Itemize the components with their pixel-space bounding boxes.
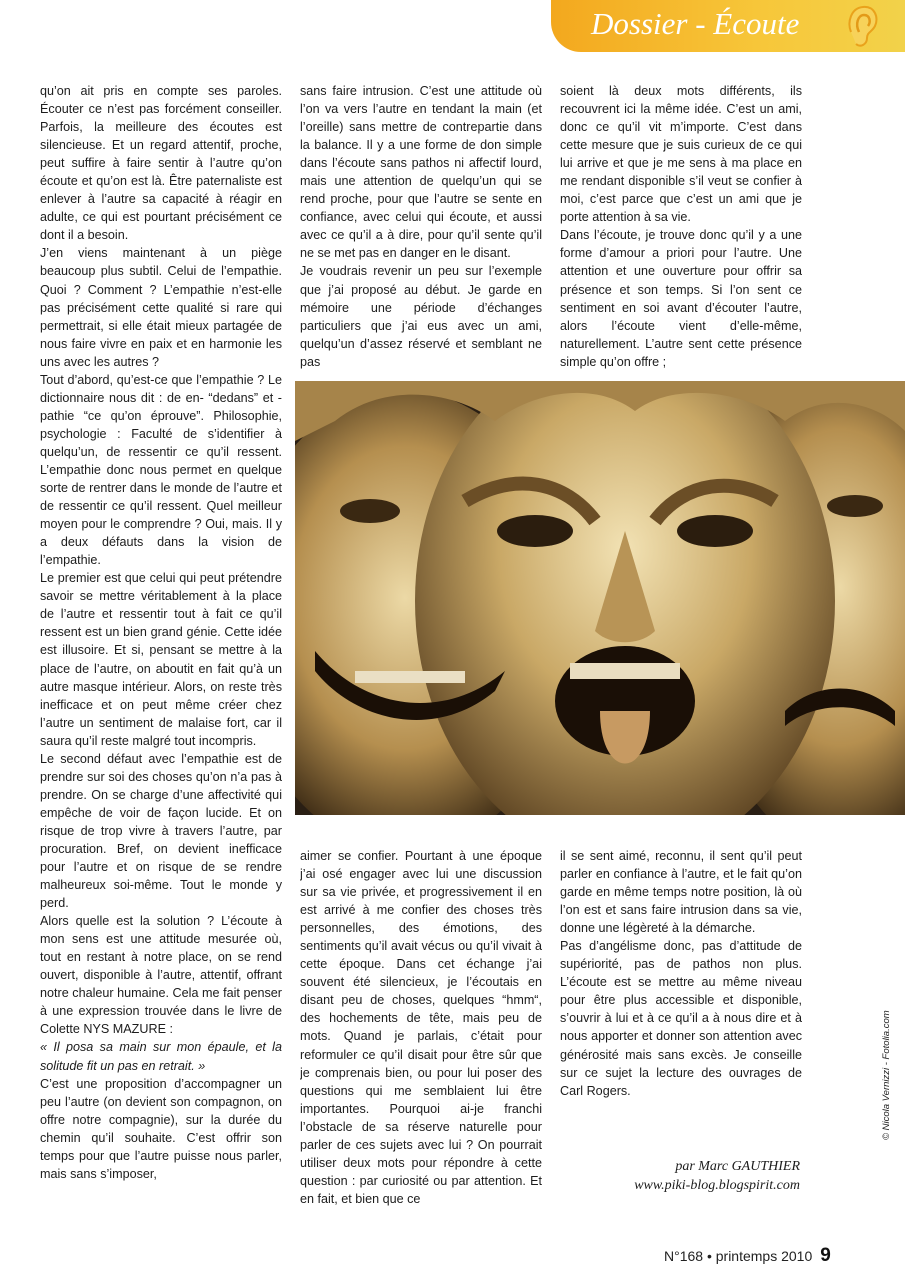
paragraph: C’est une proposition d’accompagner un peu l’autre (on devient son compagnon, on offre notre compagnie), sur la durée du chemin qu’il souhaite. C’est offrir son temps pour que l’autre puisse nous parler, mais sans s’imposer, <box>40 1076 282 1181</box>
section-title: Dossier - Écoute <box>591 6 800 41</box>
page-number: 9 <box>820 1245 831 1266</box>
right-column-bottom <box>560 847 802 1127</box>
golden-masks-image <box>295 381 905 815</box>
photo-credit: © Nicola Vernizzi - Fotolia.com <box>881 1010 892 1140</box>
author-signature <box>560 1157 800 1195</box>
paragraph: Dans l’écoute, je trouve donc qu’il y a une forme d’amour a priori pour l’autre. Une attention et une ouverture pour offrir sa présence et son temps. Si l’on sent ce sentiment en soi avant d’écouter l’autre, alors l’écoute vient d’elle-même, naturellement. L’autre sent cette présence simple qu’on offre ; <box>560 228 802 369</box>
paragraph: Tout d’abord, qu’est-ce que l’empathie ? Le dictionnaire nous dit : de en- “dedans” et -pathie “ce qu’on éprouve”. Philosophie, psychologie : Faculté de s’identifier à quelqu’un, de ressentir ce qu’il ressent. L’empathie donc nous permet en quelque sorte de rentrer dans le monde de l’autre et de ressentir ce qu’il ressent. Quel meilleur moyen pour le comprendre ? Oui, mais. Il y a deux défauts dans la vision de l’empathie. <box>40 372 282 568</box>
paragraph: J’en viens maintenant à un piège beaucoup plus subtil. Celui de l’empathie. Quoi ? Comment ? L’empathie n’est-elle pas précisément cette qualité si rare qui permettrait, si elle était mieux partagée de nous faire vivre en paix et en harmonie les uns avec les autres ? <box>40 246 282 369</box>
page-footer <box>664 1245 844 1269</box>
paragraph: sans faire intrusion. C’est une attitude où l’on va vers l’autre en tendant la main (et l’oreille) sans mettre de contrepartie dans la balance. Il y a une forme de don simple dans l’écoute sans pathos ni affectif lourd, mais une attention de quelqu’un qui se rend proche, pour que l’autre se sente en confiance, avec celui qui écoute, et aussi avec ce qu’il a à dire, pour qu’il sente qu’il ne se met pas en danger en le disant. <box>300 84 542 261</box>
ear-icon <box>837 2 885 50</box>
paragraph: Pas d’angélisme donc, pas d’attitude de supériorité, pas de pathos non plus. L’écoute est se mettre au même niveau pour être plus accessible et disponible, s’ouvrir à lui et à ce qu’il a à nous dire et à nous apporter et donner son attention avec générosité mais sans excès. Je conseille sur ce sujet la lecture des ouvrages de Carl Rogers. <box>560 939 802 1098</box>
paragraph: soient là deux mots différents, ils recouvrent ici la même idée. C’est un ami, donc ce qu’il vit m’importe. C’est dans cette mesure que je suis curieux de ce qui lui arrive et que je me sens à ma place en me rendant disponible s’il veut se confier à moi, c’est parce que c’est un ami que je porte attention à sa vie. <box>560 84 802 225</box>
paragraph: Alors quelle est la solution ? L’écoute à mon sens est une attitude mesurée où, tout en restant à notre place, on se rend ouvert, disponible à l’autre, attentif, offrant notre chaleur humaine. Cela me fait penser à une expression trouvée dans le livre de Colette NYS MAZURE : <box>40 914 282 1037</box>
paragraph: Le second défaut avec l’empathie est de prendre sur soi des choses qu’on n’a pas à prendre. On se charge d’une affectivité qui empêche de voir de façon lucide. Et on risque de trop vivre à travers l’autre, par procuration. Bref, on devient inefficace pour l’autre et on risque de se rendre malheureux soi-même. Tout le monde y perd. <box>40 751 282 911</box>
section-header-tab <box>551 0 905 52</box>
paragraph: Je voudrais revenir un peu sur l’exemple que j’ai proposé au début. Je garde en mémoire une période d’échanges particuliers que j’ai eus avec un ami, quelqu’un d’assez réservé et semblant ne pas <box>300 264 542 369</box>
paragraph: Le premier est que celui qui peut prétendre savoir se mettre véritablement à la place de l’autre et ressentir tout à fait ce qu’il ressent est un bien grand génie. Cette idée est illusoire. Et si, pensant se mettre à la place de l’autre, on aboutit en fait qu’à un autre masque intérieur. Alors, on reste très inefficace et on peut même créer chez l’autre un sentiment de malaise fort, car il saura qu’il reste malgré tout incompris. <box>40 571 282 748</box>
author-name: par Marc GAUTHIER <box>675 1159 800 1174</box>
middle-column-top <box>300 82 542 372</box>
right-column-top <box>560 82 802 372</box>
left-column <box>40 82 282 1212</box>
author-website: www.piki-blog.blogspirit.com <box>634 1178 800 1193</box>
paragraph: il se sent aimé, reconnu, il sent qu’il peut parler en confiance à l’autre, et le fait qu’on garde en même temps notre position, là où l’on est et sans faire intrusion dans sa vie, donne une légèreté à la démarche. <box>560 849 802 936</box>
paragraph: qu’on ait pris en compte ses paroles. Écouter ce n’est pas forcément conseiller. Parfois, la meilleure des écoutes est silencieuse. Et un regard attentif, proche, peut suffire à faire sentir à l’autre qu’on écoute et qu’on est là. Être paternaliste est enlever à l’autre sa capacité à réagir en adulte, ce qui est pourtant précisément ce dont il a besoin. <box>40 84 282 243</box>
middle-column-bottom <box>300 847 542 1217</box>
paragraph: aimer se confier. Pourtant à une époque j’ai osé engager avec lui une discussion sur sa vie privée, et progressivement il en est arrivé à me confier des choses très personnelles, des émotions, des sentiments qu’il avait vécus ou qu’il vivait à cette époque. Dans cet échange j’ai souvent été silencieux, je l’écoutais en disant peu de choses, quelques “hmm“, des hochements de tête, mais peu de mots. Quand je parlais, c’était pour reformuler ce qu’il disait pour être sûr que je comprenais bien, ou pour lui poser des questions qui me semblaient lui être importantes. Pourquoi ai-je franchi l’obstacle de sa réserve naturelle pour parler de ces sujets avec lui ? On pourrait utiliser deux mots pour répondre à cette question : par curiosité ou par attention. Et en fait, et bien que ce <box>300 849 542 1206</box>
issue-label: N°168 • printemps 2010 <box>664 1248 813 1264</box>
quote: « Il posa sa main sur mon épaule, et la solitude fit un pas en retrait. » <box>40 1040 282 1073</box>
